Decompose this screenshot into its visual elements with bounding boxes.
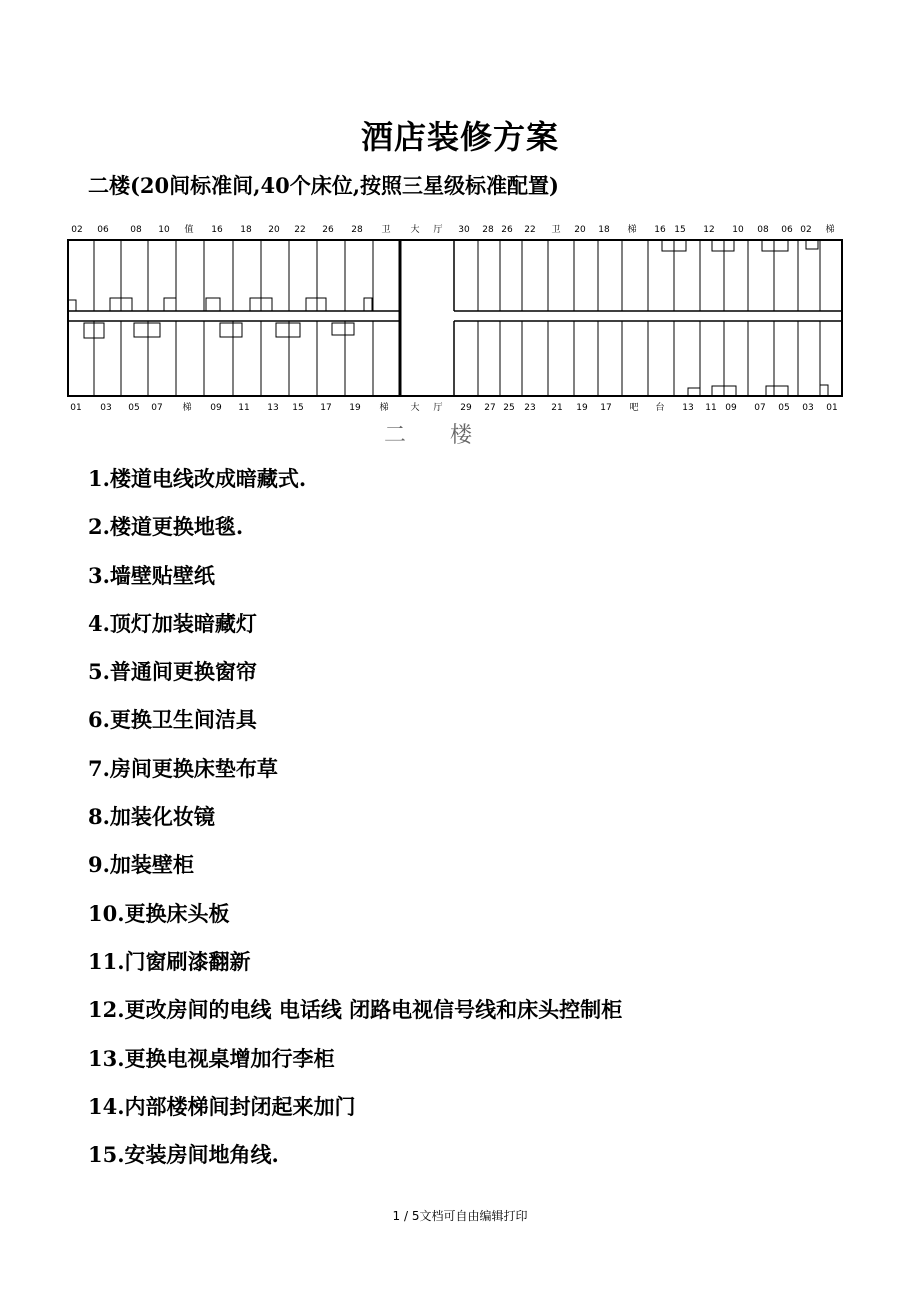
floor-plan	[0, 218, 920, 448]
list-item: 13.更换电视桌增加行李柜	[88, 1045, 335, 1071]
room-label: 30	[458, 225, 470, 235]
room-label: 20	[268, 225, 280, 235]
room-label: 大	[410, 403, 420, 413]
floor-plan-drawing	[0, 218, 920, 448]
room-label: 26	[322, 225, 334, 235]
room-label: 梯	[825, 225, 835, 235]
fixture-box	[820, 385, 828, 396]
floor-plan-caption: 二 楼	[383, 423, 473, 448]
room-label: 12	[703, 225, 715, 235]
list-item: 4.顶灯加装暗藏灯	[88, 610, 257, 636]
room-label: 梯	[627, 225, 637, 235]
room-label: 17	[320, 403, 332, 413]
document-title: 酒店装修方案	[360, 118, 559, 156]
room-label: 20	[574, 225, 586, 235]
room-label: 11	[238, 403, 250, 413]
list-item: 2.楼道更换地毯.	[88, 514, 244, 540]
room-label: 08	[130, 225, 142, 235]
document-subtitle: 二楼(20间标准间,40个床位,按照三星级标准配置)	[88, 173, 559, 198]
room-label: 台	[655, 403, 665, 413]
fixture-box	[762, 240, 788, 251]
room-label: 08	[757, 225, 769, 235]
fixture-box	[220, 323, 242, 337]
room-label: 01	[826, 403, 838, 413]
fixture-box	[306, 298, 326, 311]
room-label: 09	[725, 403, 737, 413]
room-label: 06	[97, 225, 109, 235]
room-label: 01	[70, 403, 82, 413]
list-item: 15.安装房间地角线.	[88, 1142, 279, 1168]
room-label: 26	[501, 225, 513, 235]
room-label: 02	[800, 225, 812, 235]
room-label: 值	[184, 225, 194, 235]
room-label: 07	[754, 403, 766, 413]
list-item: 7.房间更换床垫布草	[88, 755, 278, 781]
room-label: 15	[292, 403, 304, 413]
fixture-box	[688, 388, 700, 396]
floor-outline	[68, 240, 842, 396]
room-label: 大	[410, 225, 420, 235]
room-label: 28	[351, 225, 363, 235]
fixture-box	[364, 298, 372, 311]
list-item: 1.楼道电线改成暗藏式.	[88, 466, 307, 491]
room-label: 16	[654, 225, 666, 235]
list-item: 6.更换卫生间洁具	[88, 707, 257, 733]
renovation-list	[88, 462, 868, 1186]
fixture-box	[134, 323, 160, 337]
room-label: 09	[210, 403, 222, 413]
list-item: 10.更换床头板	[88, 900, 230, 926]
room-label: 17	[600, 403, 612, 413]
room-label: 28	[482, 225, 494, 235]
list-item: 5.普通间更换窗帘	[88, 659, 257, 685]
room-label: 07	[151, 403, 163, 413]
room-label: 02	[71, 225, 83, 235]
room-label: 厅	[433, 225, 443, 235]
room-label: 22	[294, 225, 306, 235]
room-label: 15	[674, 225, 686, 235]
fixture-box	[332, 323, 354, 335]
fixture-box	[68, 300, 76, 311]
list-item: 11.门窗刷漆翻新	[88, 948, 251, 974]
room-label: 19	[576, 403, 588, 413]
list-item: 8.加装化妆镜	[88, 804, 215, 830]
fixture-box	[806, 240, 818, 249]
fixture-box	[206, 298, 220, 311]
room-label: 吧	[629, 403, 639, 413]
fixture-box	[276, 323, 300, 337]
fixture-box	[712, 240, 734, 251]
room-label: 13	[682, 403, 694, 413]
room-label: 16	[211, 225, 223, 235]
room-label: 22	[524, 225, 536, 235]
room-label: 10	[158, 225, 170, 235]
page-footer: 1 / 5文档可自由编辑打印	[392, 1209, 528, 1223]
room-label: 29	[460, 403, 472, 413]
room-label: 13	[267, 403, 279, 413]
room-label: 19	[349, 403, 361, 413]
room-label: 23	[524, 403, 536, 413]
list-item: 14.内部楼梯间封闭起来加门	[88, 1093, 356, 1119]
room-label: 卫	[381, 225, 391, 235]
list-item: 3.墙壁贴壁纸	[88, 562, 215, 588]
room-label: 05	[778, 403, 790, 413]
room-label: 18	[598, 225, 610, 235]
list-item: 9.加装壁柜	[88, 852, 194, 878]
room-label: 06	[781, 225, 793, 235]
room-label: 11	[705, 403, 717, 413]
room-label: 05	[128, 403, 140, 413]
room-label: 厅	[433, 403, 443, 413]
room-label: 21	[551, 403, 563, 413]
room-label: 25	[503, 403, 515, 413]
room-label: 10	[732, 225, 744, 235]
room-label: 27	[484, 403, 496, 413]
room-label: 03	[802, 403, 814, 413]
list-item: 12.更改房间的电线 电话线 闭路电视信号线和床头控制柜	[88, 997, 623, 1023]
room-label: 18	[240, 225, 252, 235]
fixture-box	[766, 386, 788, 396]
room-label: 卫	[551, 225, 561, 235]
fixture-box	[164, 298, 176, 311]
room-label: 梯	[182, 403, 192, 413]
room-label: 03	[100, 403, 112, 413]
room-label: 梯	[379, 403, 389, 413]
